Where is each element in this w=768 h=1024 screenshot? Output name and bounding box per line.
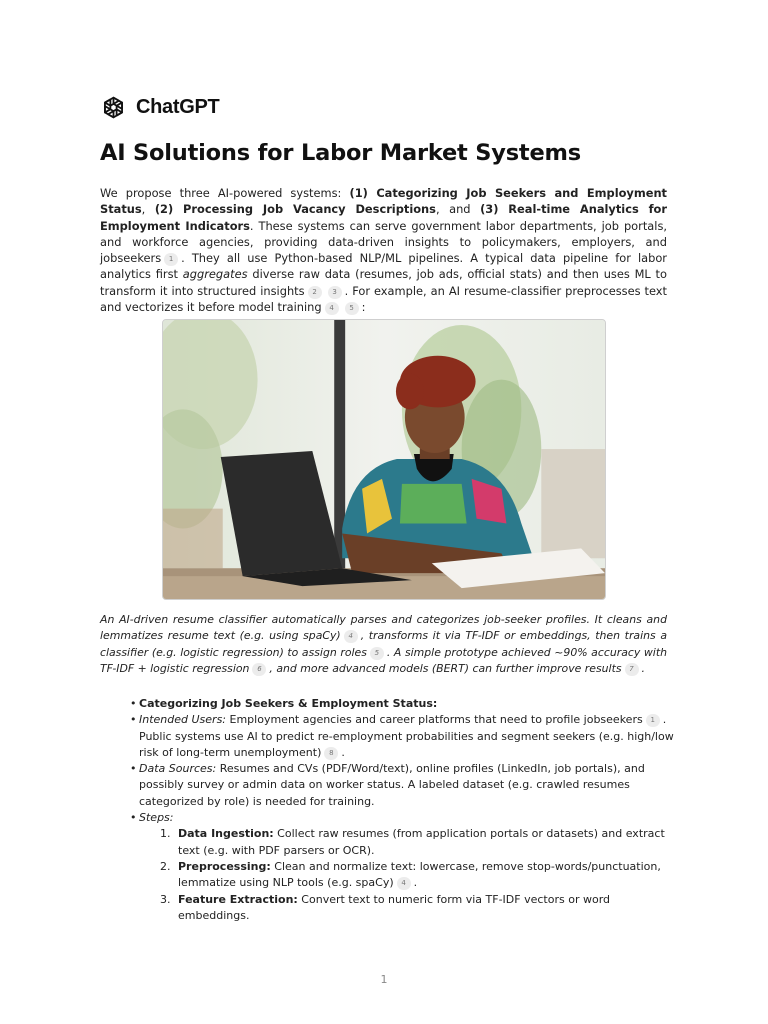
citation-badge[interactable]: 8	[324, 747, 338, 760]
step-label: Preprocessing:	[178, 859, 271, 873]
intro-text: :	[361, 300, 366, 315]
steps-list	[139, 826, 675, 924]
intro-text: . They all use Python-based NLP/ML pipelines. A typical data pipeline for labor analytics first	[100, 251, 667, 282]
caption-text: An AI-driven resume classifier automatically parses and categorizes job-seeker profiles. It cleans and lemmatizes resume text (e.g. using spaCy)	[100, 613, 667, 643]
item-text: . Public systems use AI to predict re-employment probabilities and segment seekers (e.g. high/low risk of long-term unemployment)	[139, 713, 674, 759]
citation-badge[interactable]: 4	[397, 877, 411, 890]
list-item	[130, 696, 675, 712]
woman-using-laptop-illustration	[163, 320, 605, 599]
step-item	[160, 859, 675, 892]
page-number: 1	[380, 973, 388, 986]
item-text: Employment agencies and career platforms that need to profile jobseekers	[226, 713, 643, 727]
list-item	[130, 810, 675, 924]
citation-badge[interactable]: 1	[164, 253, 178, 266]
step-text: Clean and normalize text: lowercase, remove stop-words/punctuation, lemmatize using NLP tools (e.g. spaCy)	[178, 859, 661, 890]
citation-badge[interactable]: 5	[345, 302, 359, 315]
item-label: Data Sources:	[139, 762, 217, 776]
citation-badge[interactable]: 6	[252, 663, 266, 676]
list-item	[130, 712, 675, 761]
caption-text: , and more advanced models (BERT) can further improve results	[269, 661, 622, 675]
intro-text: , and	[435, 202, 481, 217]
citation-badge[interactable]: 5	[370, 647, 384, 660]
caption-text: . A simple prototype achieved ~90% accuracy with TF-IDF + logistic regression	[100, 645, 668, 675]
citation-badge[interactable]: 3	[328, 286, 342, 299]
system-3-name: (3) Real-time Analytics for Employment Indicators	[100, 202, 668, 233]
item-label: Steps:	[139, 811, 174, 825]
intro-text: . For example, an AI resume-classifier preprocesses text and vectorizes it before model training	[100, 283, 668, 315]
citation-badge[interactable]: 4	[325, 302, 339, 315]
openai-logo-icon	[100, 94, 127, 121]
section-heading: Categorizing Job Seekers & Employment Status:	[139, 697, 438, 710]
section-bullet-list	[130, 696, 675, 924]
item-label: Intended Users:	[139, 713, 227, 727]
item-text: Resumes and CVs (PDF/Word/text), online profiles (LinkedIn, job portals), and possibly survey or admin data on worker status. A labeled dataset (e.g. crawled resumes categorized by role) is needed for training.	[139, 762, 645, 808]
caption-text: .	[641, 661, 645, 675]
system-1-name: (1) Categorizing Job Seekers and Employment Status	[100, 186, 667, 217]
item-text: .	[341, 745, 345, 759]
step-label: Feature Extraction:	[178, 892, 298, 906]
page-title: AI Solutions for Labor Market Systems	[100, 140, 581, 166]
citation-badge[interactable]: 7	[625, 663, 639, 676]
intro-text: We propose three AI-powered systems:	[100, 186, 350, 200]
intro-text: diverse raw data (resumes, job ads, official stats) and then uses ML to transform it into structured insights	[100, 267, 667, 298]
step-number: 1.	[160, 827, 171, 841]
intro-text: ,	[141, 202, 155, 217]
step-number: 2.	[160, 859, 171, 873]
step-text: Convert text to numeric form via TF-IDF vectors or word embeddings.	[178, 892, 611, 922]
citation-badge[interactable]: 4	[344, 630, 358, 643]
step-label: Data Ingestion:	[178, 827, 274, 841]
step-text: .	[413, 876, 418, 890]
list-item	[130, 761, 675, 810]
intro-text: . These systems can serve government labor departments, job portals, and workforce agencies, providing data-driven insights to policymakers, employers, and jobseekers	[100, 218, 667, 266]
brand-name: ChatGPT	[136, 96, 220, 118]
citation-badge[interactable]: 2	[308, 286, 322, 299]
emphasis-text: aggregates	[182, 267, 248, 282]
figure-caption	[100, 612, 667, 677]
citation-badge[interactable]: 1	[646, 714, 660, 727]
intro-paragraph	[100, 185, 667, 315]
step-text: Collect raw resumes (from application portals or datasets) and extract text (e.g. with PDF parsers or OCR).	[178, 827, 665, 857]
step-item	[160, 892, 675, 925]
brand-logo	[100, 94, 219, 121]
system-2-name: (2) Processing Job Vacancy Descriptions	[154, 202, 436, 217]
step-number: 3.	[160, 892, 171, 906]
resume-classifier-photo	[162, 319, 606, 600]
step-item	[160, 826, 675, 859]
caption-text: , transforms it via TF-IDF or embeddings, then trains a classifier (e.g. logistic regression) to assign roles	[100, 629, 667, 659]
